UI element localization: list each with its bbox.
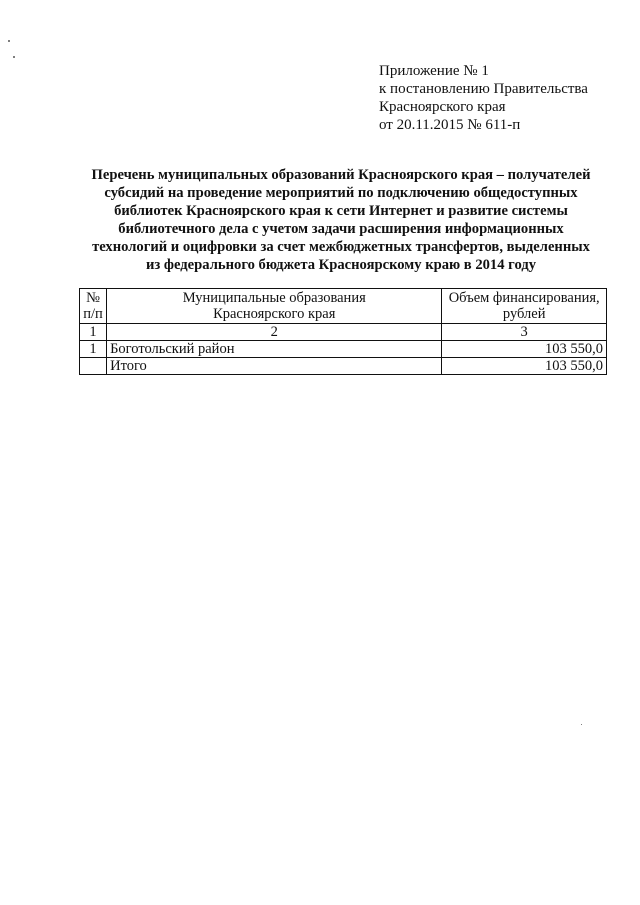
total-number-empty [80, 358, 107, 375]
appendix-line-3: Красноярского края [379, 99, 506, 115]
scan-speck-right [581, 724, 582, 725]
appendix-line-1: Приложение № 1 [379, 63, 489, 79]
column-number-3: 3 [442, 324, 607, 341]
title-line: из федерального бюджета Красноярскому краю в 2014 году [146, 257, 536, 273]
total-row [80, 358, 607, 375]
header-number-cell [80, 289, 107, 324]
document-title [74, 166, 608, 274]
header-number-line-2: п/п [83, 306, 103, 322]
scan-speck-top-2 [13, 56, 15, 58]
appendix-line-2: к постановлению Правительства [379, 81, 588, 97]
header-number-line-1: № [86, 290, 100, 306]
row-amount: 103 550,0 [442, 341, 607, 358]
total-label: Итого [107, 358, 442, 375]
header-amount-cell [442, 289, 607, 324]
total-amount: 103 550,0 [442, 358, 607, 375]
header-municipality-line-2: Красноярского края [213, 306, 336, 322]
title-line: технологий и оцифровки за счет межбюджетных трансфертов, выделенных [92, 239, 590, 255]
scan-speck-top [8, 40, 10, 42]
funding-table [79, 288, 607, 375]
column-number-2: 2 [107, 324, 442, 341]
table-header-row [80, 289, 607, 324]
table-row [80, 341, 607, 358]
column-number-row [80, 324, 607, 341]
header-amount-line-1: Объем финансирования, [448, 290, 600, 306]
title-line: субсидий на проведение мероприятий по подключению общедоступных [104, 185, 578, 201]
header-amount-line-2: рублей [502, 306, 546, 322]
row-municipality: Боготольский район [107, 341, 442, 358]
header-municipality-line-1: Муниципальные образования [182, 290, 366, 306]
appendix-note [379, 62, 619, 134]
column-number-1: 1 [80, 324, 107, 341]
header-municipality-cell [107, 289, 442, 324]
appendix-line-4: от 20.11.2015 № 611-п [379, 117, 521, 133]
row-number: 1 [80, 341, 107, 358]
title-line: библиотек Красноярского края к сети Интернет и развитие системы [114, 203, 568, 219]
title-line: Перечень муниципальных образований Красноярского края – получателей [91, 167, 591, 183]
title-line: библиотечного дела с учетом задачи расширения информационных [118, 221, 564, 237]
